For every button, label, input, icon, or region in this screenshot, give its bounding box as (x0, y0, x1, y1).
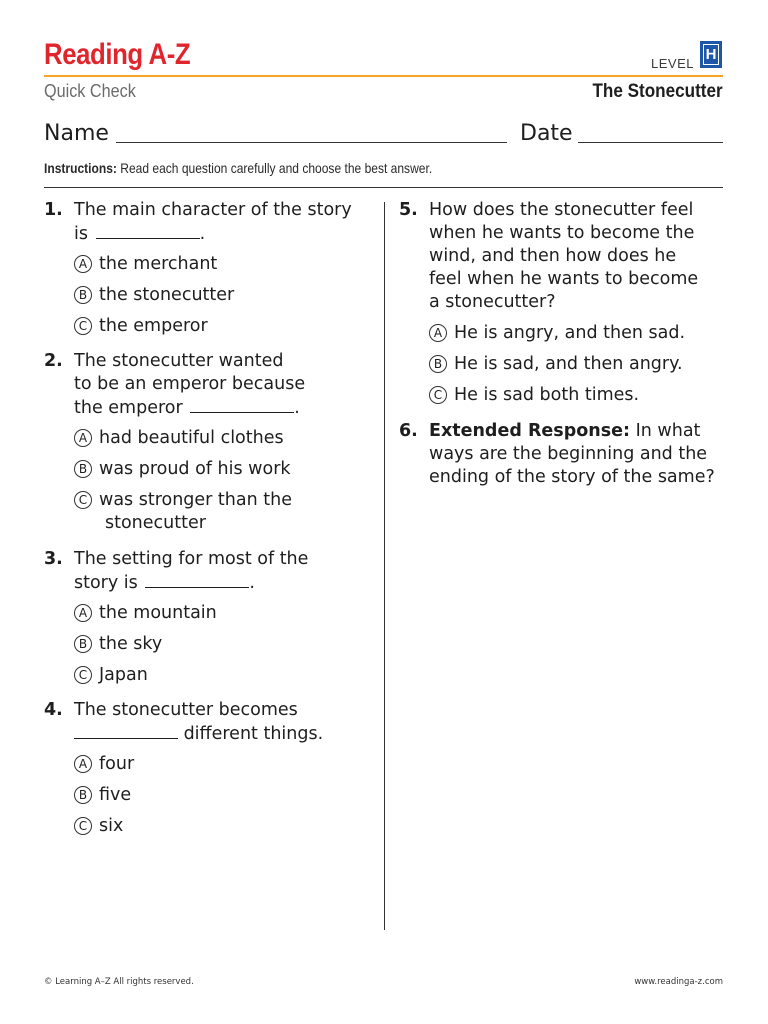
question-text-line: when he wants to become the (429, 223, 695, 243)
option-b[interactable]: B the sky (74, 633, 162, 656)
question-3 (44, 548, 374, 698)
bubble-c-icon[interactable]: C (429, 386, 447, 404)
divider (44, 187, 723, 188)
question-text-line: the emperor . (74, 398, 300, 418)
question-number: 2. (44, 351, 63, 371)
website-link[interactable]: www.readinga-z.com (634, 977, 723, 987)
answer-blank[interactable] (96, 222, 200, 239)
instructions-text: Read each question carefully and choose the best answer. (120, 160, 433, 176)
column-divider (384, 202, 385, 930)
option-c[interactable]: C the emperor (74, 315, 208, 338)
question-1 (44, 199, 374, 349)
instructions (44, 160, 432, 176)
bubble-c-icon[interactable]: C (74, 817, 92, 835)
page-subtitle: Quick Check (44, 81, 136, 101)
option-c[interactable]: C six (74, 815, 123, 838)
question-number: 3. (44, 549, 63, 569)
question-text-line: The stonecutter becomes (74, 700, 298, 720)
bubble-a-icon[interactable]: A (429, 324, 447, 342)
bubble-a-icon[interactable]: A (74, 755, 92, 773)
question-text-line: How does the stonecutter feel (429, 200, 694, 220)
option-a[interactable]: A the merchant (74, 253, 217, 276)
book-title: The Stonecutter (592, 81, 723, 102)
option-c[interactable]: C Japan (74, 664, 148, 687)
option-b[interactable]: B was proud of his work (74, 458, 291, 481)
question-6 (399, 420, 729, 495)
level-label: LEVEL (651, 56, 694, 71)
question-5 (399, 199, 729, 414)
bubble-a-icon[interactable]: A (74, 604, 92, 622)
question-text-line: different things. (74, 722, 323, 746)
bubble-b-icon[interactable]: B (429, 355, 447, 373)
question-4 (44, 699, 374, 849)
option-b[interactable]: B five (74, 784, 131, 807)
date-label: Date (520, 121, 573, 146)
bubble-c-icon[interactable]: C (74, 317, 92, 335)
answer-blank[interactable] (74, 722, 178, 739)
question-text-line: Extended Response: In what (429, 421, 701, 441)
question-text-line: ending of the story of the same? (429, 467, 715, 487)
option-a[interactable]: A had beautiful clothes (74, 427, 284, 450)
option-a[interactable]: A four (74, 753, 134, 776)
question-2 (44, 350, 374, 545)
date-field[interactable] (578, 142, 723, 143)
question-text-line: The setting for most of the (74, 549, 309, 569)
option-a[interactable]: A the mountain (74, 602, 217, 625)
question-text-line: story is . (74, 573, 255, 593)
bubble-a-icon[interactable]: A (74, 429, 92, 447)
bubble-b-icon[interactable]: B (74, 286, 92, 304)
question-number: 4. (44, 700, 63, 720)
bubble-a-icon[interactable]: A (74, 255, 92, 273)
name-field[interactable] (116, 142, 507, 143)
bubble-b-icon[interactable]: B (74, 786, 92, 804)
bubble-b-icon[interactable]: B (74, 460, 92, 478)
level-badge (700, 41, 722, 68)
question-number: 5. (399, 200, 418, 220)
answer-blank[interactable] (190, 396, 294, 413)
question-text-line: ways are the beginning and the (429, 444, 708, 464)
bubble-c-icon[interactable]: C (74, 491, 92, 509)
question-text-line: to be an emperor because (74, 374, 306, 394)
brand-logo: Reading A-Z (44, 38, 191, 71)
question-number: 1. (44, 200, 63, 220)
bubble-b-icon[interactable]: B (74, 635, 92, 653)
extended-response-label: Extended Response: (429, 421, 631, 441)
question-text-line: feel when he wants to become (429, 269, 699, 289)
question-text-line: is . (74, 224, 206, 244)
option-b[interactable]: B the stonecutter (74, 284, 234, 307)
question-number: 6. (399, 421, 418, 441)
header-rule (44, 75, 723, 77)
option-a[interactable]: A He is angry, and then sad. (429, 322, 685, 345)
option-c[interactable]: C was stronger than the stonecutter (74, 489, 292, 512)
question-text-line: The stonecutter wanted (74, 351, 284, 371)
question-text-line: a stonecutter? (429, 292, 556, 312)
copyright: © Learning A–Z All rights reserved. (44, 977, 194, 987)
name-label: Name (44, 121, 109, 146)
instructions-label: Instructions: (44, 160, 117, 176)
answer-blank[interactable] (145, 571, 249, 588)
option-b[interactable]: B He is sad, and then angry. (429, 353, 683, 376)
option-text-line: stonecutter (105, 513, 206, 533)
bubble-c-icon[interactable]: C (74, 666, 92, 684)
question-text-line: The main character of the story (74, 200, 352, 220)
level-letter: H (703, 44, 719, 65)
option-c[interactable]: C He is sad both times. (429, 384, 639, 407)
question-text-line: wind, and then how does he (429, 246, 677, 266)
